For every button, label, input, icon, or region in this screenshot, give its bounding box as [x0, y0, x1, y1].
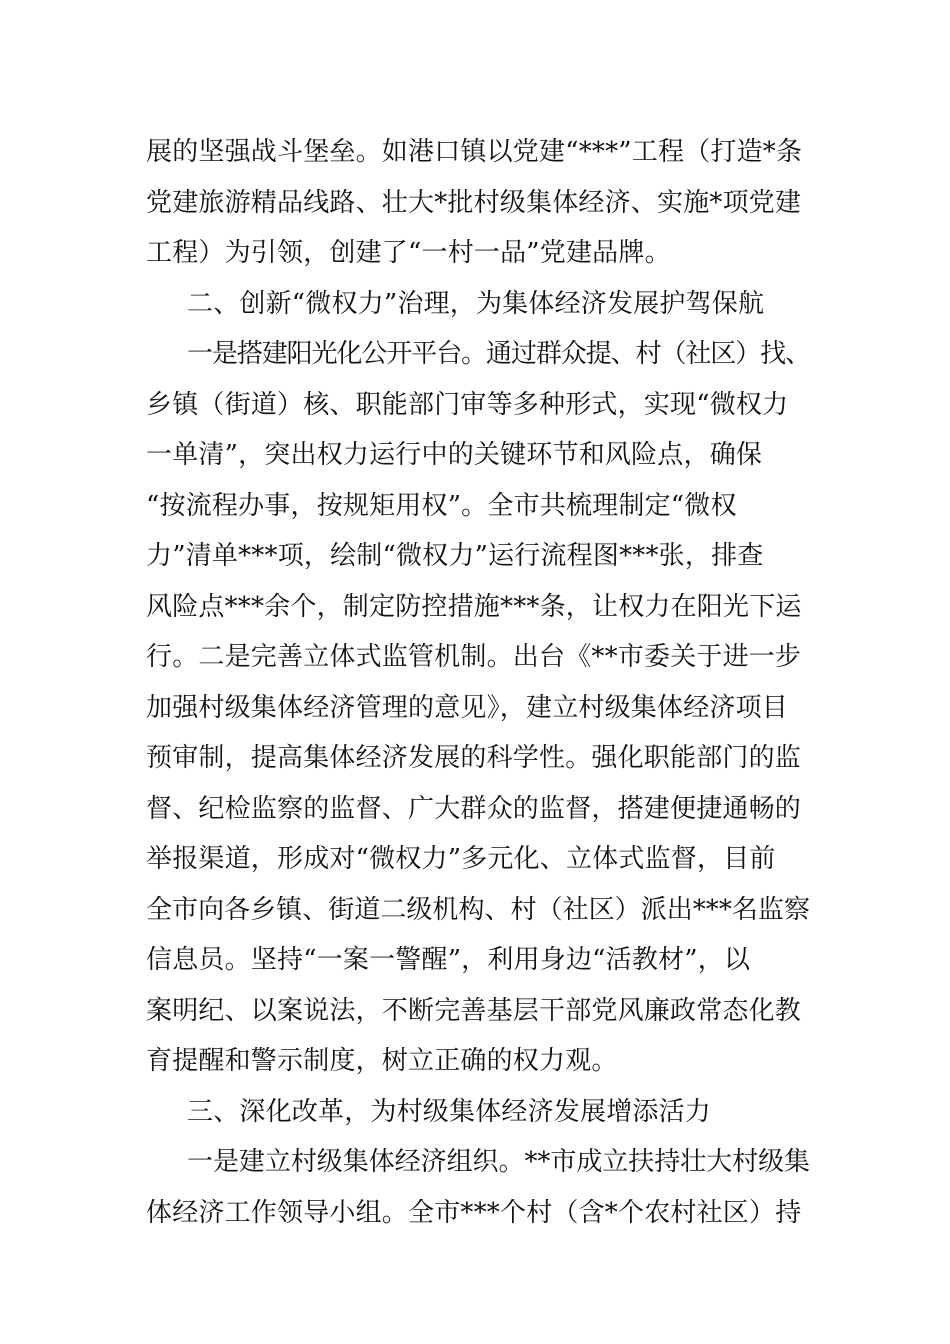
paragraph-line: 育提醒和警示制度，树立正确的权力观。 [146, 1046, 618, 1076]
body-text [146, 127, 810, 1238]
paragraph-line: 案明纪、以案说法，不断完善基层干部党风廉政常态化教 [146, 995, 802, 1026]
paragraph-line: 一是搭建阳光化公开平台。通过群众提、村（社区）找、 [187, 339, 810, 369]
paragraph-line: 举报渠道，形成对“微权力”多元化、立体式监督，目前 [146, 844, 776, 874]
paragraph-line: 信息员。坚持“一案一警醒”，利用身边“活教材”，以 [146, 945, 751, 975]
paragraph-line: 体经济工作领导小组。全市***个村（含*个农村社区）持 [146, 1197, 802, 1228]
paragraph-line: 力”清单***项，绘制“微权力”运行流程图***张，排查 [146, 541, 764, 571]
paragraph-line: 展的坚强战斗堡垒。如港口镇以党建“***”工程（打造*条 [146, 137, 803, 167]
paragraph-line: 乡镇（街道）核、职能部门审等多种形式，实现“微权力 [146, 389, 789, 420]
section-heading-3: 三、深化改革，为村级集体经济发展增添活力 [187, 1096, 712, 1127]
paragraph-line: 预审制，提高集体经济发展的科学性。强化职能部门的监 [146, 743, 802, 773]
paragraph-line: 一单清”，突出权力运行中的关键环节和风险点，确保 [146, 440, 763, 470]
paragraph-line: 党建旅游精品线路、壮大*批村级集体经济、实施*项党建 [146, 187, 802, 218]
paragraph-line: “按流程办事，按规矩用权”。全市共梳理制定“微权 [146, 490, 737, 521]
paragraph-line: 风险点***余个，制定防控措施***条，让权力在阳光下运 [146, 591, 802, 622]
paragraph-line: 加强村级集体经济管理的意见》，建立村级集体经济项目 [146, 692, 789, 723]
paragraph-line: 全市向各乡镇、街道二级机构、村（社区）派出***名监察 [146, 894, 810, 925]
paragraph-line: 督、纪检监察的监督、广大群众的监督，搭建便捷通畅的 [146, 793, 802, 824]
paragraph-line: 工程）为引领，创建了“一村一品”党建品牌。 [146, 238, 671, 268]
paragraph-line: 行。二是完善立体式监管机制。出台《**市委关于进一步 [146, 642, 802, 672]
section-heading-2: 二、创新“微权力”治理，为集体经济发展护驾保航 [187, 288, 765, 319]
paragraph-line: 一是建立村级集体经济组织。**市成立扶持壮大村级集 [187, 1147, 810, 1177]
